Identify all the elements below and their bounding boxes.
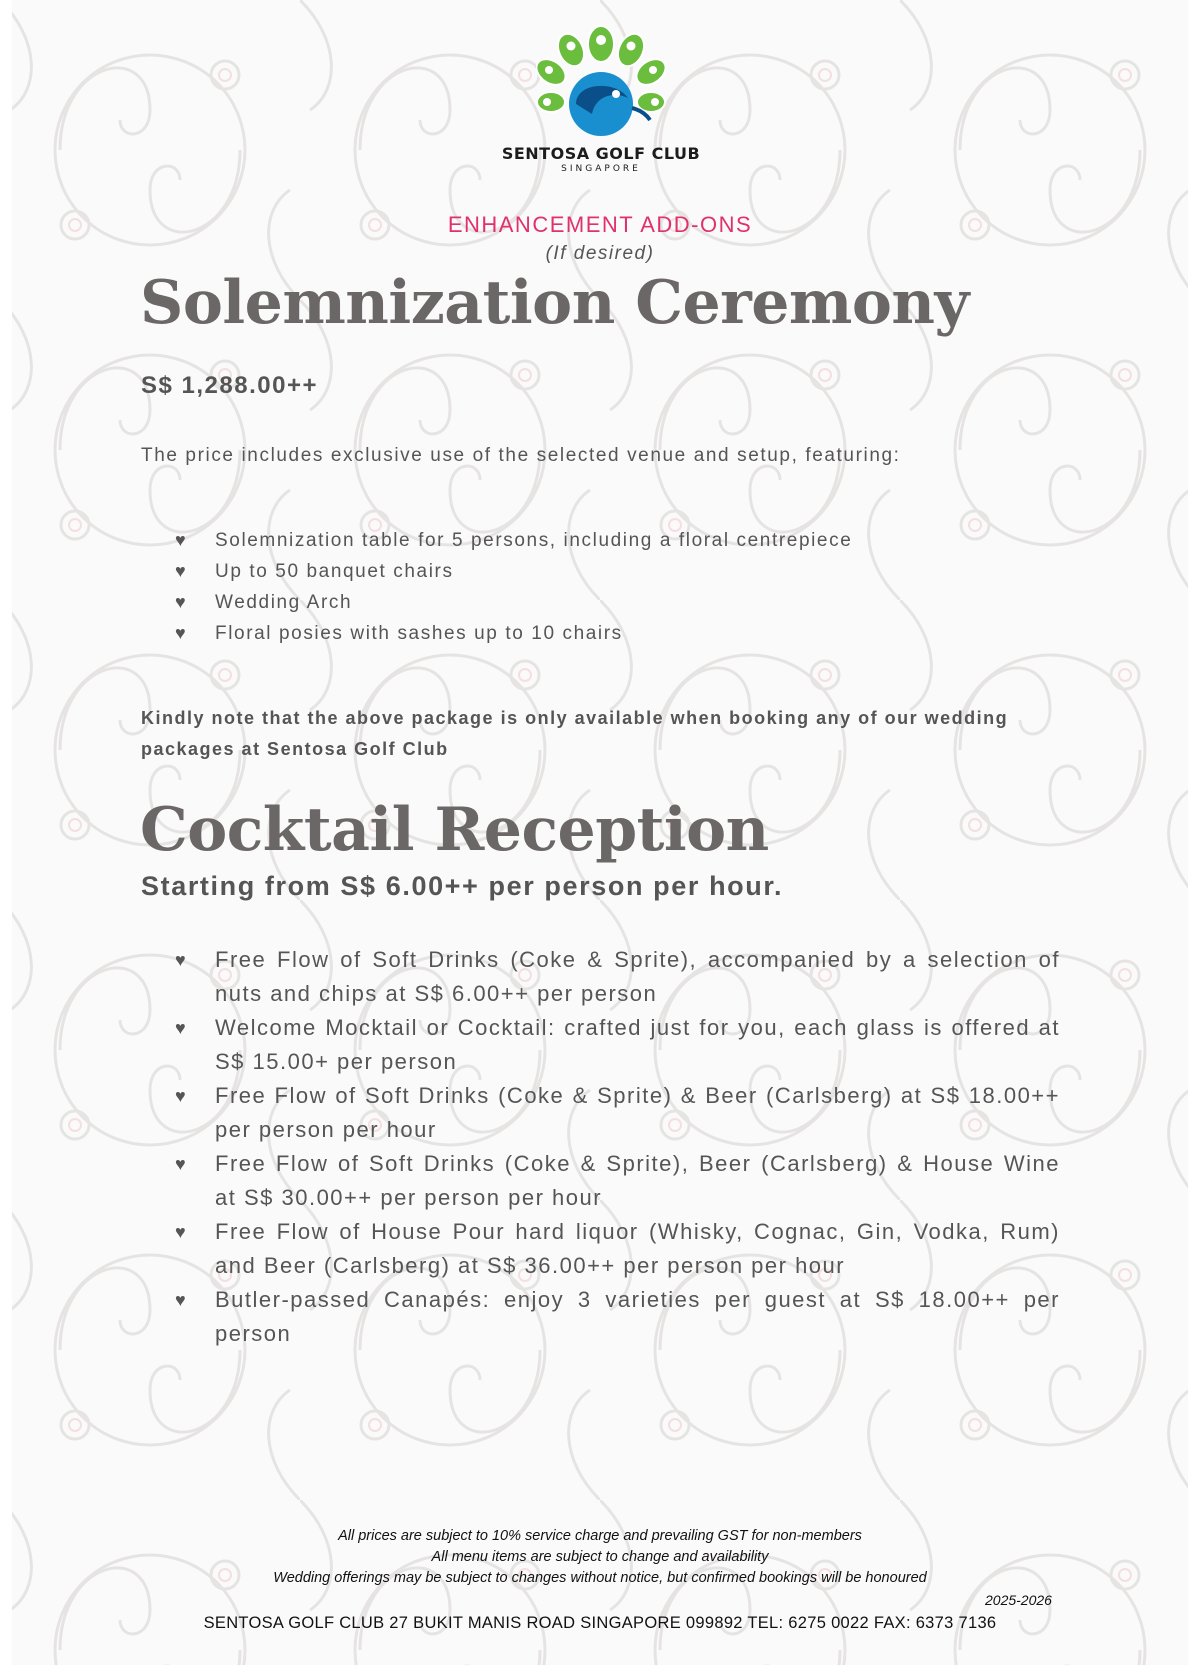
footer-address: SENTOSA GOLF CLUB 27 BUKIT MANIS ROAD SINGAPORE 099892 TEL: 6275 0022 FAX: 6373 7136 <box>203 1614 997 1632</box>
heart-bullet-icon: ♥ <box>175 561 188 581</box>
footer-year: 2025-2026 <box>985 1592 1052 1608</box>
list-item <box>175 1283 1060 1351</box>
heart-bullet-icon: ♥ <box>175 530 188 550</box>
list-item <box>175 1011 1060 1079</box>
footer-disclaimer-1: All prices are subject to 10% service charge and prevailing GST for non-members <box>338 1528 862 1544</box>
logo-name: SENTOSA GOLF CLUB <box>501 144 701 163</box>
cocktail-subtitle: Starting from S$ 6.00++ per person per hour. <box>141 871 784 901</box>
peacock-logo-icon <box>536 22 666 142</box>
list-item-text: Free Flow of Soft Drinks (Coke & Sprite) & Beer (Carlsberg) at S$ 18.00++ per person per hour <box>215 1083 1060 1142</box>
cocktail-title: Cocktail Reception <box>140 795 769 865</box>
list-item <box>175 525 852 556</box>
list-item-text: Welcome Mocktail or Cocktail: crafted just for you, each glass is offered at S$ 15.00+ per person <box>215 1015 1060 1074</box>
list-item <box>175 587 852 618</box>
section-kicker: ENHANCEMENT ADD-ONS <box>447 212 753 237</box>
list-item <box>175 1079 1060 1147</box>
heart-bullet-icon: ♥ <box>175 1290 188 1310</box>
heart-bullet-icon: ♥ <box>175 1222 188 1242</box>
list-item-text: Free Flow of Soft Drinks (Coke & Sprite), accompanied by a selection of nuts and chips at S$ 6.00++ per person <box>215 947 1060 1006</box>
list-item-text: Up to 50 banquet chairs <box>215 561 454 582</box>
list-item-text: Free Flow of Soft Drinks (Coke & Sprite), Beer (Carlsberg) & House Wine at S$ 30.00++ per person per hour <box>215 1151 1060 1210</box>
section-kicker-note: (If desired) <box>545 243 655 264</box>
cocktail-items <box>175 943 1060 1351</box>
solemnization-intro: The price includes exclusive use of the selected venue and setup, featuring: <box>141 445 901 466</box>
solemnization-price: S$ 1,288.00++ <box>141 372 318 399</box>
list-item <box>175 943 1060 1011</box>
list-item-text: Floral posies with sashes up to 10 chairs <box>215 623 623 644</box>
list-item <box>175 1215 1060 1283</box>
heart-bullet-icon: ♥ <box>175 1154 188 1174</box>
list-item-text: Free Flow of House Pour hard liquor (Whisky, Cognac, Gin, Vodka, Rum) and Beer (Carlsberg) at S$ 36.00++ per person per hour <box>215 1219 1060 1278</box>
heart-bullet-icon: ♥ <box>175 1018 188 1038</box>
solemnization-title: Solemnization Ceremony <box>140 268 969 338</box>
list-item-text: Butler-passed Canapés: enjoy 3 varieties per guest at S$ 18.00++ per person <box>215 1287 1060 1346</box>
heart-bullet-icon: ♥ <box>175 623 188 643</box>
club-logo <box>486 22 716 187</box>
list-item <box>175 618 852 649</box>
heart-bullet-icon: ♥ <box>175 950 188 970</box>
list-item-text: Solemnization table for 5 persons, including a floral centrepiece <box>215 530 853 551</box>
heart-bullet-icon: ♥ <box>175 1086 188 1106</box>
heart-bullet-icon: ♥ <box>175 592 188 612</box>
list-item-text: Wedding Arch <box>215 592 353 613</box>
footer-disclaimer-2: All menu items are subject to change and availability <box>431 1549 769 1565</box>
list-item <box>175 1147 1060 1215</box>
list-item <box>175 556 852 587</box>
footer-disclaimer-3: Wedding offerings may be subject to changes without notice, but confirmed bookings will be honoured <box>273 1570 927 1586</box>
package-note: Kindly note that the above package is only available when booking any of our wedding packages at Sentosa Golf Club <box>141 708 1009 759</box>
logo-subtitle: SINGAPORE <box>561 164 641 174</box>
solemnization-items <box>175 525 852 649</box>
